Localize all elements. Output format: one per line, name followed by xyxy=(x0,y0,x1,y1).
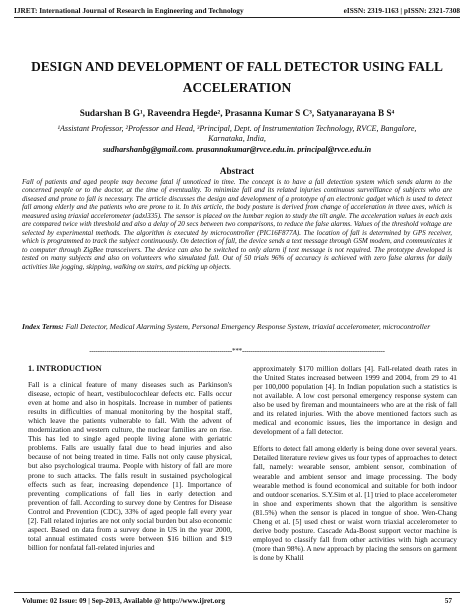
issn: eISSN: 2319-1163 | pISSN: 2321-7308 xyxy=(343,6,460,15)
paper-title xyxy=(30,56,444,98)
author-list: Sudarshan B G¹, Raveendra Hegde², Prasanna Kumar S C³, Satyanarayana B S⁴ xyxy=(79,108,395,118)
header-rule xyxy=(14,17,460,18)
index-terms xyxy=(22,320,452,334)
index-terms-label: Index Terms: xyxy=(22,322,64,331)
author-emails: sudharshanbg@gmail.com. prasannakumar@rvce.edu.in. principal@rvce.edu.in xyxy=(102,145,372,154)
affiliation-line-2: Karnataka, India, xyxy=(208,134,266,144)
index-terms-text: Fall Detector, Medical Alarming System, Personal Emergency Response System, triaxial accelerometer, microcontroller xyxy=(65,322,431,331)
affiliation xyxy=(24,124,450,145)
body-paragraph-2: Efforts to detect fall among elderly is being done over several years. Detailed literature review gives us four types of approaches to detect fall, namely: wearable sensor, ambient sensor, combination of wearable and ambient sensor and image processing. The body wearable method is found economical and suitable for both indoor and outdoor scenarios. S.Y.Sim et al. [1] tried to place accelerometer in shoe and experiments shown that the algorithm is sensitive (81.5%) when the sensor is placed in tongue of shoe. Wen-Chang Cheng et al. [5] used chest or waist worn triaxial accelerometer to derive body posture. Cascade Ada-Boost support vector machine is employed to classify fall from other activities with high accuracy (more than 98%). A new approach by placing the sensors on garment is done by Khalil xyxy=(253,444,458,562)
abstract-heading: Abstract xyxy=(219,166,255,176)
right-column xyxy=(253,364,457,570)
footer-rule xyxy=(14,592,460,593)
volume-info: Volume: 02 Issue: 09 | Sep-2013, Available @ http://www.ijret.org xyxy=(22,596,226,605)
abstract-text: Fall of patients and aged people may become fatal if unnoticed in time. The concept is to have a fall detection system which sends alarm to the concerned people or to the doctor, at the time of eventuality. To minimize fall and its related injuries continuous surveillance of subjects who are diseased and prone to fall is necessary. The article discusses the design and development of a prototype of an electronic gadget which is used to detect fall among elderly and the patients who are prone to it. In this article, the body posture is derived from change of acceleration in three axes, which is measured using triaxial accelerometer (adxl335). The sensor is placed on the lumbar region to study the tilt angle. The acceleration values in each axis are compared twice with threshold and also a delay of 20 secs between two comparisons, to reduce the false alarms. Values of the threshold voltage are selected by experimental methods. The algorithm is executed by microcontroller (PIC16F877A). The location of fall is determined by GPS receiver, which is programmed to track the subject continuously. On detection of fall, the device sends a text message through GSM modem, and communicates it to computer through ZigBee transceivers. The device can also be switched to only alarm if text message is not required. The prototype developed is tested on many subjects and also on volunteers who simulated fall. Out of 50 trials 96% of accuracy is achieved with zero false alarms for daily activities like jogging, skipping, walking on stairs, and picking up objects. xyxy=(22,178,452,271)
affiliation-line-1: ¹Assistant Professor, ²Professor and Head, ³Principal, Dept. of Instrumentation Technology, RVCE, Bangalore, xyxy=(57,124,417,133)
page-number: 57 xyxy=(444,596,452,605)
body-paragraph-1: approximately $170 million dollars [4]. Fall-related death rates in the United States increased between 1999 and 2004, from 29 to 41 per 100,000 population [4]. In Indian population such a statistics is not available. A low cost personal emergency response system can also be used by fireman and mountaineers who are at the risk of fall and its related injuries. With the above mentioned factors such as medical and economic issues, lies the importance in design and development of a fall detector. xyxy=(253,364,457,437)
left-column xyxy=(28,364,232,560)
journal-name: IJRET: International Journal of Research in Engineering and Technology xyxy=(14,6,244,15)
section-heading: 1. INTRODUCTION xyxy=(28,364,102,373)
running-footer xyxy=(22,596,452,605)
intro-paragraph: Fall is a clinical feature of many diseases such as Parkinson's disease, ectopic of heart, vestibulocochlear defects etc. Falls occur even at home and also in hospitals. Increase in number of patients results in difficulties of manual monitoring by the hospital staff, which leave the patients vulnerable to fall. With the advent of modernization and western culture, the nuclear families are on rise. This has led to single aged people living alone with geriatric problems. Falls are usually fatal due to head injuries and also because of not being treated in time. Falls not only cause physical, but also psychological trauma. People with history of fall are more prone to such attacks. The falls result in sustained psychological effects such as fear, increasing dependence [1]. Importance of preventing complications of fall lies in early detection and prevention of fall. According to survey done by Centres for Disease Control and Prevention (CDC), 33% of aged people fall every year [2]. Fall related injuries are not only social burden but also economic aspect. Based on data from a survey done in US in the year 2000, total annual estimated costs were between $16 billion and $19 billion for nonfatal fall-related injuries and xyxy=(28,380,233,552)
title-line-2: ACCELERATION xyxy=(182,80,292,95)
section-separator: -------------------------------------------------------------------***------------------------------------------------------------------- xyxy=(89,347,385,355)
running-header xyxy=(14,6,460,15)
title-line-1: DESIGN AND DEVELOPMENT OF FALL DETECTOR USING FALL xyxy=(31,59,443,74)
